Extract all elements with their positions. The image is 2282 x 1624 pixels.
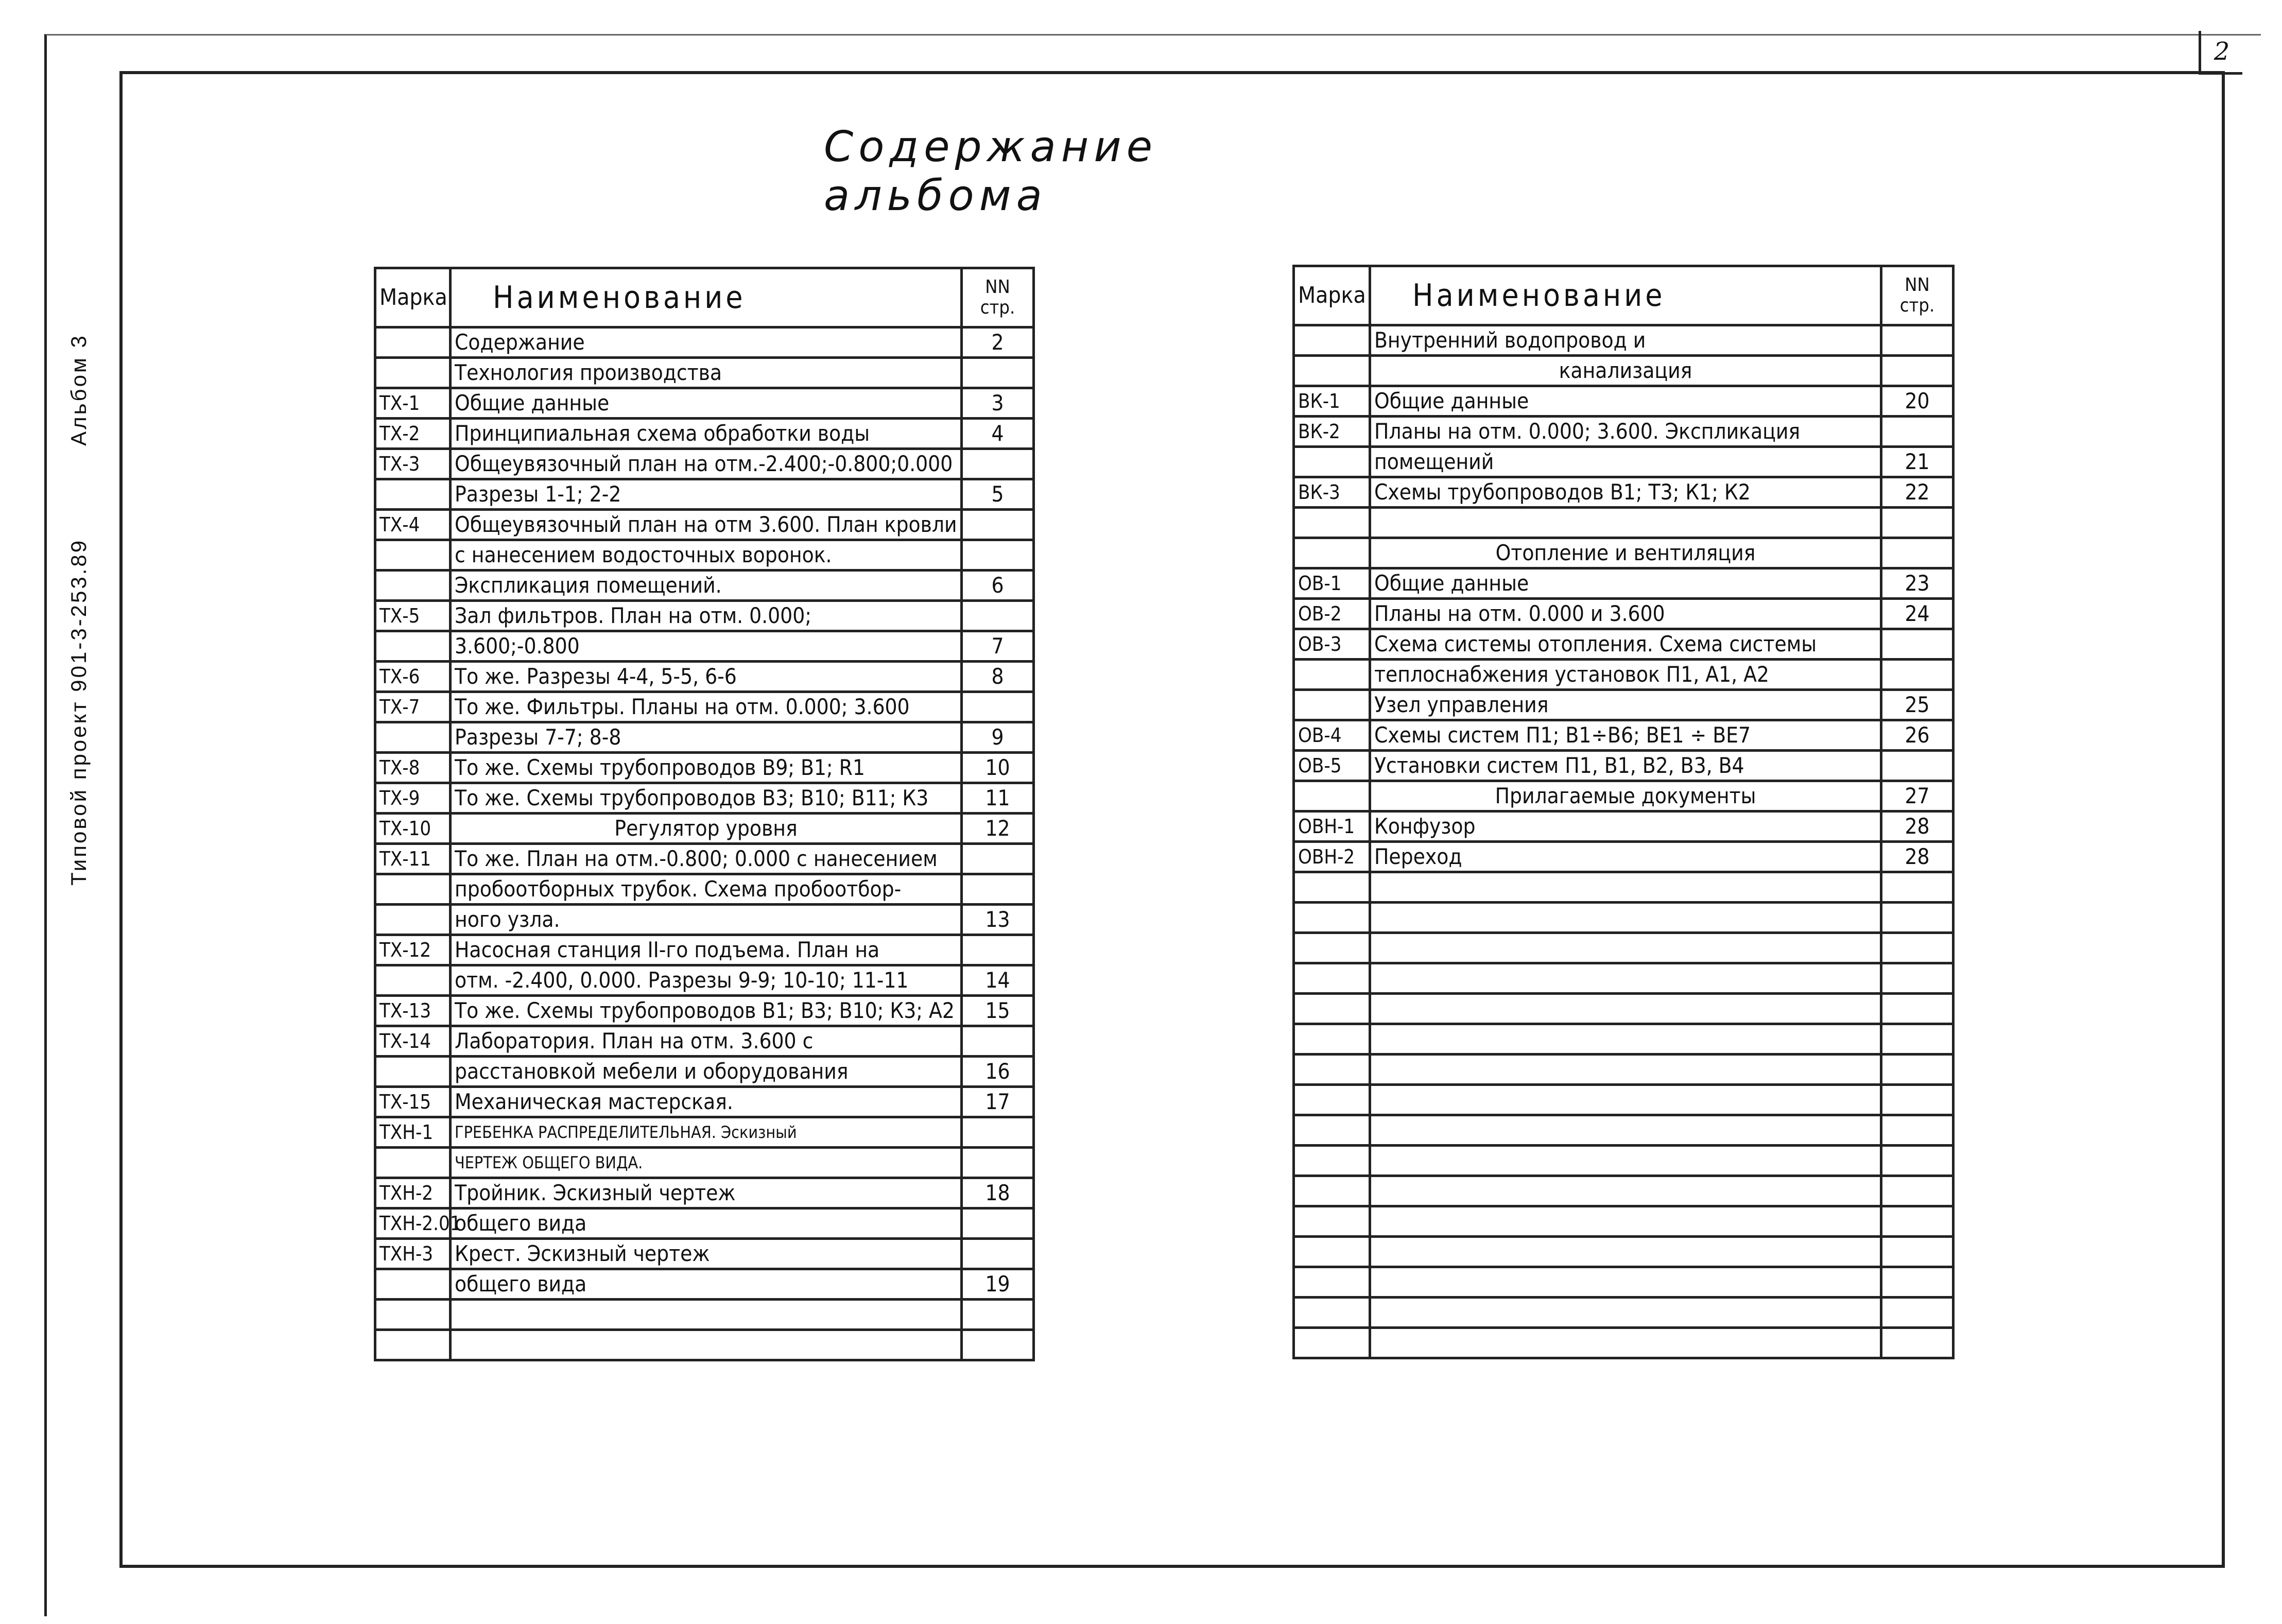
mark-cell <box>1294 1328 1370 1358</box>
name-cell: канализация <box>1370 356 1881 386</box>
page-cell <box>962 449 1034 479</box>
name-cell: Зал фильтров. План на отм. 0.000; <box>451 601 962 631</box>
table-row <box>375 631 1034 662</box>
name-cell <box>1370 1176 1881 1206</box>
page-cell <box>962 1330 1034 1360</box>
page-cell <box>962 935 1034 965</box>
name-cell: Общие данные <box>451 388 962 419</box>
name-cell: Экспликация помещений. <box>451 571 962 601</box>
page-cell: 20 <box>1881 386 1953 417</box>
mark-cell <box>1294 325 1370 356</box>
table-row <box>375 783 1034 814</box>
name-cell <box>1370 1328 1881 1358</box>
side-stamp <box>56 319 102 886</box>
page-cell: 12 <box>962 814 1034 844</box>
mark-cell <box>375 874 451 905</box>
contents-table-right <box>1292 265 1955 1359</box>
page-cell <box>1881 1176 1953 1206</box>
page-cell: 6 <box>962 571 1034 601</box>
page-cell <box>962 1148 1034 1178</box>
page-cell: 25 <box>1881 690 1953 720</box>
page-cell <box>962 1117 1034 1148</box>
table-row <box>375 1026 1034 1057</box>
table-row <box>1294 1328 1953 1358</box>
mark-cell: ТХ-5 <box>375 601 451 631</box>
page-cell: 9 <box>962 722 1034 753</box>
page-cell <box>1881 629 1953 660</box>
mark-cell: ТХН-2.01 <box>375 1208 451 1239</box>
name-cell <box>1370 933 1881 963</box>
mark-cell <box>1294 660 1370 690</box>
mark-cell <box>375 965 451 996</box>
page-number: 2 <box>2199 31 2242 75</box>
page-cell: 21 <box>1881 447 1953 477</box>
table-row <box>375 965 1034 996</box>
table-row <box>375 1330 1034 1360</box>
table-row <box>375 814 1034 844</box>
page-cell: 7 <box>962 631 1034 662</box>
page-cell <box>962 1239 1034 1269</box>
mark-cell <box>1294 994 1370 1024</box>
table-row <box>375 996 1034 1026</box>
table-row <box>375 722 1034 753</box>
table-row <box>1294 356 1953 386</box>
mark-cell <box>375 571 451 601</box>
table-row <box>1294 872 1953 903</box>
name-cell: теплоснабжения установок П1, А1, А2 <box>1370 660 1881 690</box>
table-row <box>375 601 1034 631</box>
page-cell <box>1881 1024 1953 1055</box>
table-row <box>375 449 1034 479</box>
mark-cell: ОВ-4 <box>1294 720 1370 751</box>
table-row <box>1294 325 1953 356</box>
mark-cell <box>1294 1115 1370 1146</box>
page-cell <box>962 692 1034 722</box>
table-row <box>375 905 1034 935</box>
mark-cell <box>1294 1024 1370 1055</box>
name-cell <box>451 1300 962 1330</box>
mark-cell <box>1294 1267 1370 1298</box>
mark-cell: ОВ-3 <box>1294 629 1370 660</box>
mark-cell <box>375 540 451 571</box>
table-row <box>375 874 1034 905</box>
page-cell: 17 <box>962 1087 1034 1117</box>
page-cell: 26 <box>1881 720 1953 751</box>
mark-cell <box>375 327 451 358</box>
name-cell: То же. Фильтры. Планы на отм. 0.000; 3.600 <box>451 692 962 722</box>
table-row <box>1294 963 1953 994</box>
page-cell <box>962 540 1034 571</box>
table-row <box>375 1239 1034 1269</box>
name-cell <box>1370 508 1881 538</box>
page-cell <box>1881 1267 1953 1298</box>
name-cell: Механическая мастерская. <box>451 1087 962 1117</box>
page-cell <box>1881 1115 1953 1146</box>
page-cell: 4 <box>962 419 1034 449</box>
table-row <box>1294 660 1953 690</box>
mark-cell: ТХ-3 <box>375 449 451 479</box>
table-row <box>1294 1176 1953 1206</box>
table-row <box>1294 538 1953 568</box>
name-cell: Схема системы отопления. Схема системы <box>1370 629 1881 660</box>
mark-column-header: Марка <box>375 268 451 327</box>
name-column-header: Наименование <box>451 268 962 327</box>
mark-cell: ТХ-6 <box>375 662 451 692</box>
mark-cell <box>1294 903 1370 933</box>
mark-cell <box>1294 356 1370 386</box>
name-cell <box>1370 1237 1881 1267</box>
name-cell: помещений <box>1370 447 1881 477</box>
page-cell <box>962 844 1034 874</box>
page-cell: 24 <box>1881 599 1953 629</box>
name-cell: пробоотборных трубок. Схема пробоотбор- <box>451 874 962 905</box>
name-cell: с нанесением водосточных воронок. <box>451 540 962 571</box>
name-cell: Разрезы 7-7; 8-8 <box>451 722 962 753</box>
name-cell <box>1370 1024 1881 1055</box>
table-row <box>375 479 1034 510</box>
page-cell <box>962 510 1034 540</box>
contents-table-left <box>374 267 1035 1361</box>
table-row <box>375 662 1034 692</box>
page-cell <box>962 1208 1034 1239</box>
mark-cell <box>375 905 451 935</box>
page-cell <box>1881 356 1953 386</box>
mark-cell: ТХ-15 <box>375 1087 451 1117</box>
name-cell: Общеувязочный план на отм 3.600. План кровли <box>451 510 962 540</box>
mark-cell: ТХ-11 <box>375 844 451 874</box>
table-row <box>1294 903 1953 933</box>
mark-cell <box>1294 447 1370 477</box>
table-row <box>375 1178 1034 1208</box>
table-row <box>1294 1206 1953 1237</box>
name-cell: То же. Схемы трубопроводов В1; В3; В10; К3; А2 <box>451 996 962 1026</box>
table-row <box>1294 933 1953 963</box>
page-cell: 22 <box>1881 477 1953 508</box>
table-row <box>1294 994 1953 1024</box>
mark-cell: ТХ-2 <box>375 419 451 449</box>
mark-cell: ОВ-5 <box>1294 751 1370 781</box>
table-row <box>1294 1115 1953 1146</box>
name-cell: отм. -2.400, 0.000. Разрезы 9-9; 10-10; 11-11 <box>451 965 962 996</box>
mark-cell <box>375 1057 451 1087</box>
table-row <box>375 510 1034 540</box>
mark-cell <box>1294 1055 1370 1085</box>
page-cell <box>1881 1237 1953 1267</box>
page-cell <box>1881 1206 1953 1237</box>
name-cell: Лаборатория. План на отм. 3.600 с <box>451 1026 962 1057</box>
table-row <box>1294 386 1953 417</box>
table-row <box>1294 477 1953 508</box>
page-cell <box>962 358 1034 388</box>
mark-cell: ОВН-2 <box>1294 842 1370 872</box>
name-cell: общего вида <box>451 1208 962 1239</box>
page-title: Содержание альбома <box>824 123 1158 220</box>
table-row <box>1294 568 1953 599</box>
table-row <box>375 1148 1034 1178</box>
page-cell <box>1881 1085 1953 1115</box>
name-cell: Разрезы 1-1; 2-2 <box>451 479 962 510</box>
page-cell <box>962 1300 1034 1330</box>
name-cell: Крест. Эскизный чертеж <box>451 1239 962 1269</box>
mark-cell: ТХ-14 <box>375 1026 451 1057</box>
name-cell <box>451 1330 962 1360</box>
mark-cell: ТХ-10 <box>375 814 451 844</box>
mark-cell <box>1294 1176 1370 1206</box>
page-cell <box>1881 1146 1953 1176</box>
name-cell: Установки систем П1, В1, В2, В3, В4 <box>1370 751 1881 781</box>
page-cell <box>1881 325 1953 356</box>
name-cell: Общеувязочный план на отм.-2.400;-0.800;0.000 <box>451 449 962 479</box>
page-column-header: NN стр. <box>1881 266 1953 325</box>
page-cell <box>1881 933 1953 963</box>
name-cell: ГРЕБЕНКА РАСПРЕДЕЛИТЕЛЬНАЯ. Эскизный <box>451 1117 962 1148</box>
name-cell: Общие данные <box>1370 386 1881 417</box>
page-cell <box>1881 538 1953 568</box>
name-cell: Тройник. Эскизный чертеж <box>451 1178 962 1208</box>
table-row <box>375 935 1034 965</box>
name-cell: Конфузор <box>1370 811 1881 842</box>
mark-cell <box>375 358 451 388</box>
name-cell: Схемы трубопроводов В1; Т3; К1; К2 <box>1370 477 1881 508</box>
mark-cell: ОВ-2 <box>1294 599 1370 629</box>
page-cell <box>1881 417 1953 447</box>
project-code: Типовой проект 901-3-253.89 <box>66 538 91 886</box>
page-cell: 23 <box>1881 568 1953 599</box>
page-cell <box>1881 994 1953 1024</box>
page-cell: 16 <box>962 1057 1034 1087</box>
name-cell: Схемы систем П1; В1÷В6; ВЕ1 ÷ ВЕ7 <box>1370 720 1881 751</box>
table-row <box>375 327 1034 358</box>
page-cell <box>962 874 1034 905</box>
name-cell <box>1370 1055 1881 1085</box>
name-cell: Регулятор уровня <box>451 814 962 844</box>
name-cell: Узел управления <box>1370 690 1881 720</box>
name-cell: То же. Схемы трубопроводов В9; В1; R1 <box>451 753 962 783</box>
mark-cell: ТХН-3 <box>375 1239 451 1269</box>
page-cell: 28 <box>1881 811 1953 842</box>
mark-cell: ТХ-7 <box>375 692 451 722</box>
table-row <box>1294 508 1953 538</box>
name-cell: Отопление и вентиляция <box>1370 538 1881 568</box>
name-cell: Планы на отм. 0.000 и 3.600 <box>1370 599 1881 629</box>
name-cell: То же. Разрезы 4-4, 5-5, 6-6 <box>451 662 962 692</box>
page-cell <box>1881 660 1953 690</box>
mark-cell <box>1294 781 1370 811</box>
table-header-row <box>375 268 1034 327</box>
name-cell <box>1370 872 1881 903</box>
mark-cell: ВК-3 <box>1294 477 1370 508</box>
page-cell <box>1881 903 1953 933</box>
mark-cell: ТХ-12 <box>375 935 451 965</box>
mark-cell: ТХ-4 <box>375 510 451 540</box>
mark-cell <box>1294 690 1370 720</box>
page-column-header: NN стр. <box>962 268 1034 327</box>
name-cell <box>1370 963 1881 994</box>
mark-cell <box>1294 1237 1370 1267</box>
name-cell <box>1370 1298 1881 1328</box>
mark-cell: ОВ-1 <box>1294 568 1370 599</box>
mark-cell: ОВН-1 <box>1294 811 1370 842</box>
page-cell: 19 <box>962 1269 1034 1300</box>
page-cell <box>1881 1298 1953 1328</box>
mark-cell <box>1294 963 1370 994</box>
name-cell: Прилагаемые документы <box>1370 781 1881 811</box>
mark-cell <box>375 1148 451 1178</box>
name-cell <box>1370 1267 1881 1298</box>
table-row <box>375 419 1034 449</box>
page-cell: 27 <box>1881 781 1953 811</box>
table-row <box>375 1269 1034 1300</box>
table-row <box>1294 447 1953 477</box>
mark-cell <box>375 479 451 510</box>
name-cell <box>1370 1085 1881 1115</box>
name-cell: Планы на отм. 0.000; 3.600. Экспликация <box>1370 417 1881 447</box>
table-row <box>1294 1055 1953 1085</box>
mark-cell: ТХН-1 <box>375 1117 451 1148</box>
mark-cell: ВК-1 <box>1294 386 1370 417</box>
page-cell: 11 <box>962 783 1034 814</box>
mark-cell <box>1294 1085 1370 1115</box>
name-cell <box>1370 1146 1881 1176</box>
mark-cell: ВК-2 <box>1294 417 1370 447</box>
name-cell: ного узла. <box>451 905 962 935</box>
contents-left-body <box>375 327 1034 1360</box>
page-cell <box>1881 751 1953 781</box>
mark-cell <box>1294 872 1370 903</box>
name-cell: Внутренний водопровод и <box>1370 325 1881 356</box>
mark-cell: ТХ-9 <box>375 783 451 814</box>
table-row <box>1294 1237 1953 1267</box>
mark-cell <box>1294 1146 1370 1176</box>
table-row <box>375 1208 1034 1239</box>
table-row <box>1294 690 1953 720</box>
page-cell <box>1881 1328 1953 1358</box>
page-cell: 28 <box>1881 842 1953 872</box>
mark-cell <box>1294 538 1370 568</box>
mark-column-header: Марка <box>1294 266 1370 325</box>
page-cell <box>962 601 1034 631</box>
table-row <box>375 358 1034 388</box>
name-cell: То же. План на отм.-0.800; 0.000 с нанесением <box>451 844 962 874</box>
table-row <box>1294 811 1953 842</box>
table-row <box>1294 781 1953 811</box>
table-row <box>375 1117 1034 1148</box>
page-cell: 14 <box>962 965 1034 996</box>
page-cell <box>1881 508 1953 538</box>
page-cell <box>962 1026 1034 1057</box>
mark-cell <box>375 631 451 662</box>
table-header-row <box>1294 266 1953 325</box>
table-row <box>375 388 1034 419</box>
mark-cell <box>375 722 451 753</box>
page-cell <box>1881 963 1953 994</box>
table-row <box>1294 842 1953 872</box>
table-row <box>375 753 1034 783</box>
table-row <box>1294 720 1953 751</box>
page-cell: 13 <box>962 905 1034 935</box>
table-row <box>375 1087 1034 1117</box>
page-cell: 2 <box>962 327 1034 358</box>
table-row <box>1294 1146 1953 1176</box>
table-row <box>1294 599 1953 629</box>
name-column-header: Наименование <box>1370 266 1881 325</box>
mark-cell <box>375 1300 451 1330</box>
table-row <box>1294 1298 1953 1328</box>
page-cell: 18 <box>962 1178 1034 1208</box>
name-cell: ЧЕРТЕЖ ОБЩЕГО ВИДА. <box>451 1148 962 1178</box>
name-cell: То же. Схемы трубопроводов В3; В10; В11; К3 <box>451 783 962 814</box>
mark-cell <box>1294 933 1370 963</box>
page-cell: 3 <box>962 388 1034 419</box>
name-cell: Переход <box>1370 842 1881 872</box>
name-cell <box>1370 1206 1881 1237</box>
name-cell <box>1370 994 1881 1024</box>
name-cell: 3.600;-0.800 <box>451 631 962 662</box>
page-cell <box>1881 872 1953 903</box>
page-cell: 10 <box>962 753 1034 783</box>
name-cell <box>1370 903 1881 933</box>
name-cell: Содержание <box>451 327 962 358</box>
table-row <box>1294 751 1953 781</box>
name-cell <box>1370 1115 1881 1146</box>
album-number: Альбом 3 <box>66 334 91 446</box>
name-cell: Общие данные <box>1370 568 1881 599</box>
page-cell: 8 <box>962 662 1034 692</box>
mark-cell <box>1294 1298 1370 1328</box>
table-row <box>1294 1267 1953 1298</box>
name-cell: Принципиальная схема обработки воды <box>451 419 962 449</box>
table-row <box>375 540 1034 571</box>
page-cell: 15 <box>962 996 1034 1026</box>
mark-cell: ТХН-2 <box>375 1178 451 1208</box>
table-row <box>375 1057 1034 1087</box>
name-cell: общего вида <box>451 1269 962 1300</box>
table-row <box>1294 1024 1953 1055</box>
name-cell: расстановкой мебели и оборудования <box>451 1057 962 1087</box>
page-cell <box>1881 1055 1953 1085</box>
name-cell: Насосная станция II-го подъема. План на <box>451 935 962 965</box>
mark-cell <box>1294 508 1370 538</box>
name-cell: Технология производства <box>451 358 962 388</box>
table-row <box>1294 629 1953 660</box>
mark-cell <box>1294 1206 1370 1237</box>
mark-cell: ТХ-8 <box>375 753 451 783</box>
table-row <box>375 692 1034 722</box>
mark-cell: ТХ-13 <box>375 996 451 1026</box>
page-cell: 5 <box>962 479 1034 510</box>
mark-cell <box>375 1330 451 1360</box>
mark-cell: ТХ-1 <box>375 388 451 419</box>
table-row <box>1294 417 1953 447</box>
table-row <box>375 571 1034 601</box>
mark-cell <box>375 1269 451 1300</box>
table-row <box>375 1300 1034 1330</box>
contents-right-body <box>1294 325 1953 1358</box>
table-row <box>375 844 1034 874</box>
table-row <box>1294 1085 1953 1115</box>
